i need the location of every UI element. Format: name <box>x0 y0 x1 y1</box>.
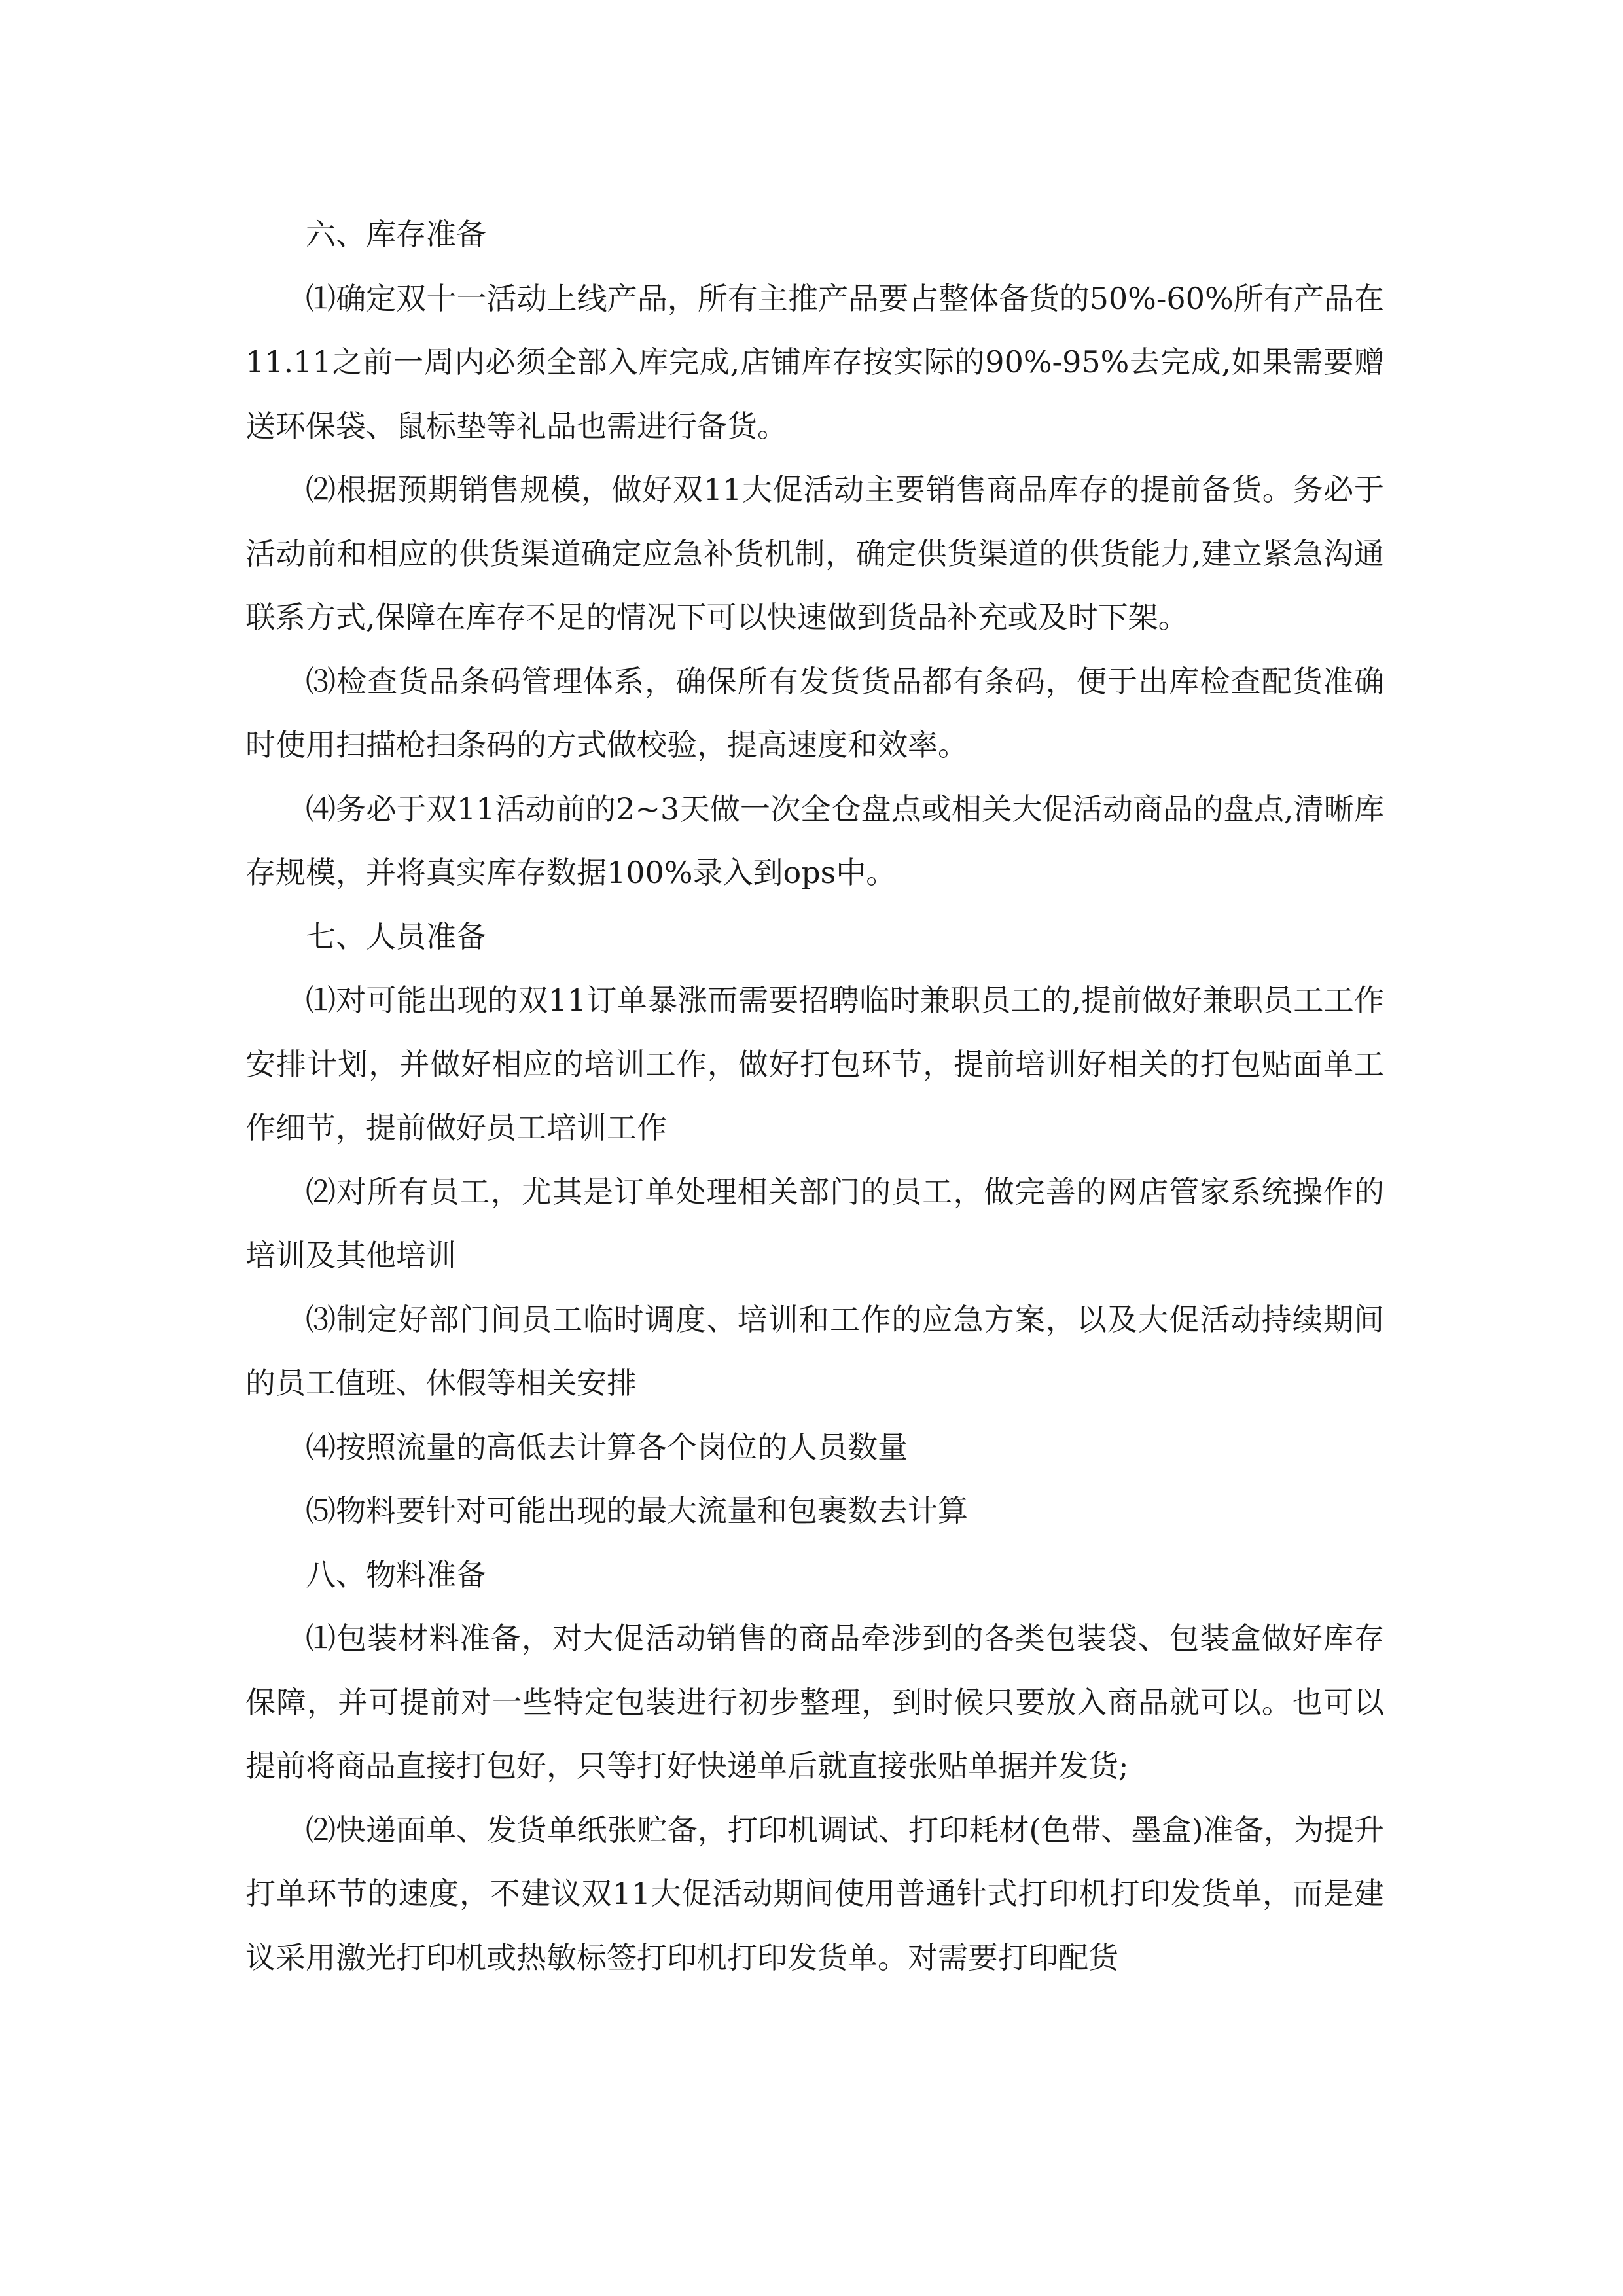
paragraph: ⑴对可能出现的双11订单暴涨而需要招聘临时兼职员工的,提前做好兼职员工工作安排计划，并做好相应的培训工作，做好打包环节，提前培训好相关的打包贴面单工作细节，提前做好员工培训工作 <box>245 982 1384 1145</box>
paragraph: ⑴包装材料准备，对大促活动销售的商品牵涉到的各类包装袋、包装盒做好库存保障，并可提前对一些特定包装进行初步整理，到时候只要放入商品就可以。也可以提前将商品直接打包好，只等打好快递单后就直接张贴单据并发货; <box>245 1621 1384 1784</box>
paragraph: ⑴确定双十一活动上线产品，所有主推产品要占整体备货的50%-60%所有产品在11.11之前一周内必须全部入库完成,店铺库存按实际的90%-95%去完成,如果需要赠送环保袋、鼠标垫等礼品也需进行备货。 <box>245 280 1384 444</box>
paragraph: ⑶制定好部门间员工临时调度、培训和工作的应急方案，以及大促活动持续期间的员工值班、休假等相关安排 <box>245 1301 1384 1401</box>
paragraph: ⑸物料要针对可能出现的最大流量和包裹数去计算 <box>306 1493 968 1528</box>
paragraph: ⑵对所有员工，尤其是订单处理相关部门的员工，做完善的网店管家系统操作的培训及其他培训 <box>245 1174 1384 1273</box>
section-heading-staff: 七、人员准备 <box>306 918 486 954</box>
section-heading-inventory: 六、库存准备 <box>306 217 486 252</box>
document-body <box>245 203 1384 1990</box>
paragraph: ⑵快递面单、发货单纸张贮备，打印机调试、打印耗材(色带、墨盒)准备，为提升打单环节的速度，不建议双11大促活动期间使用普通针式打印机打印发货单，而是建议采用激光打印机或热敏标签打印机打印发货单。对需要打印配货 <box>245 1812 1384 1975</box>
paragraph: ⑷按照流量的高低去计算各个岗位的人员数量 <box>306 1429 908 1465</box>
section-heading-materials: 八、物料准备 <box>306 1556 486 1592</box>
paragraph: ⑷务必于双11活动前的2~3天做一次全仓盘点或相关大促活动商品的盘点,清晰库存规模，并将真实库存数据100%录入到ops中。 <box>245 791 1384 890</box>
paragraph: ⑶检查货品条码管理体系，确保所有发货货品都有条码，便于出库检查配货准确时使用扫描枪扫条码的方式做校验，提高速度和效率。 <box>245 663 1384 762</box>
paragraph: ⑵根据预期销售规模，做好双11大促活动主要销售商品库存的提前备货。务必于 活动前和相应的供货渠道确定应急补货机制，确定供货渠道的供货能力,建立紧急沟通联系方式,保障在库存不足的情况下可以快速做到货品补充或及时下架。 <box>245 472 1384 635</box>
